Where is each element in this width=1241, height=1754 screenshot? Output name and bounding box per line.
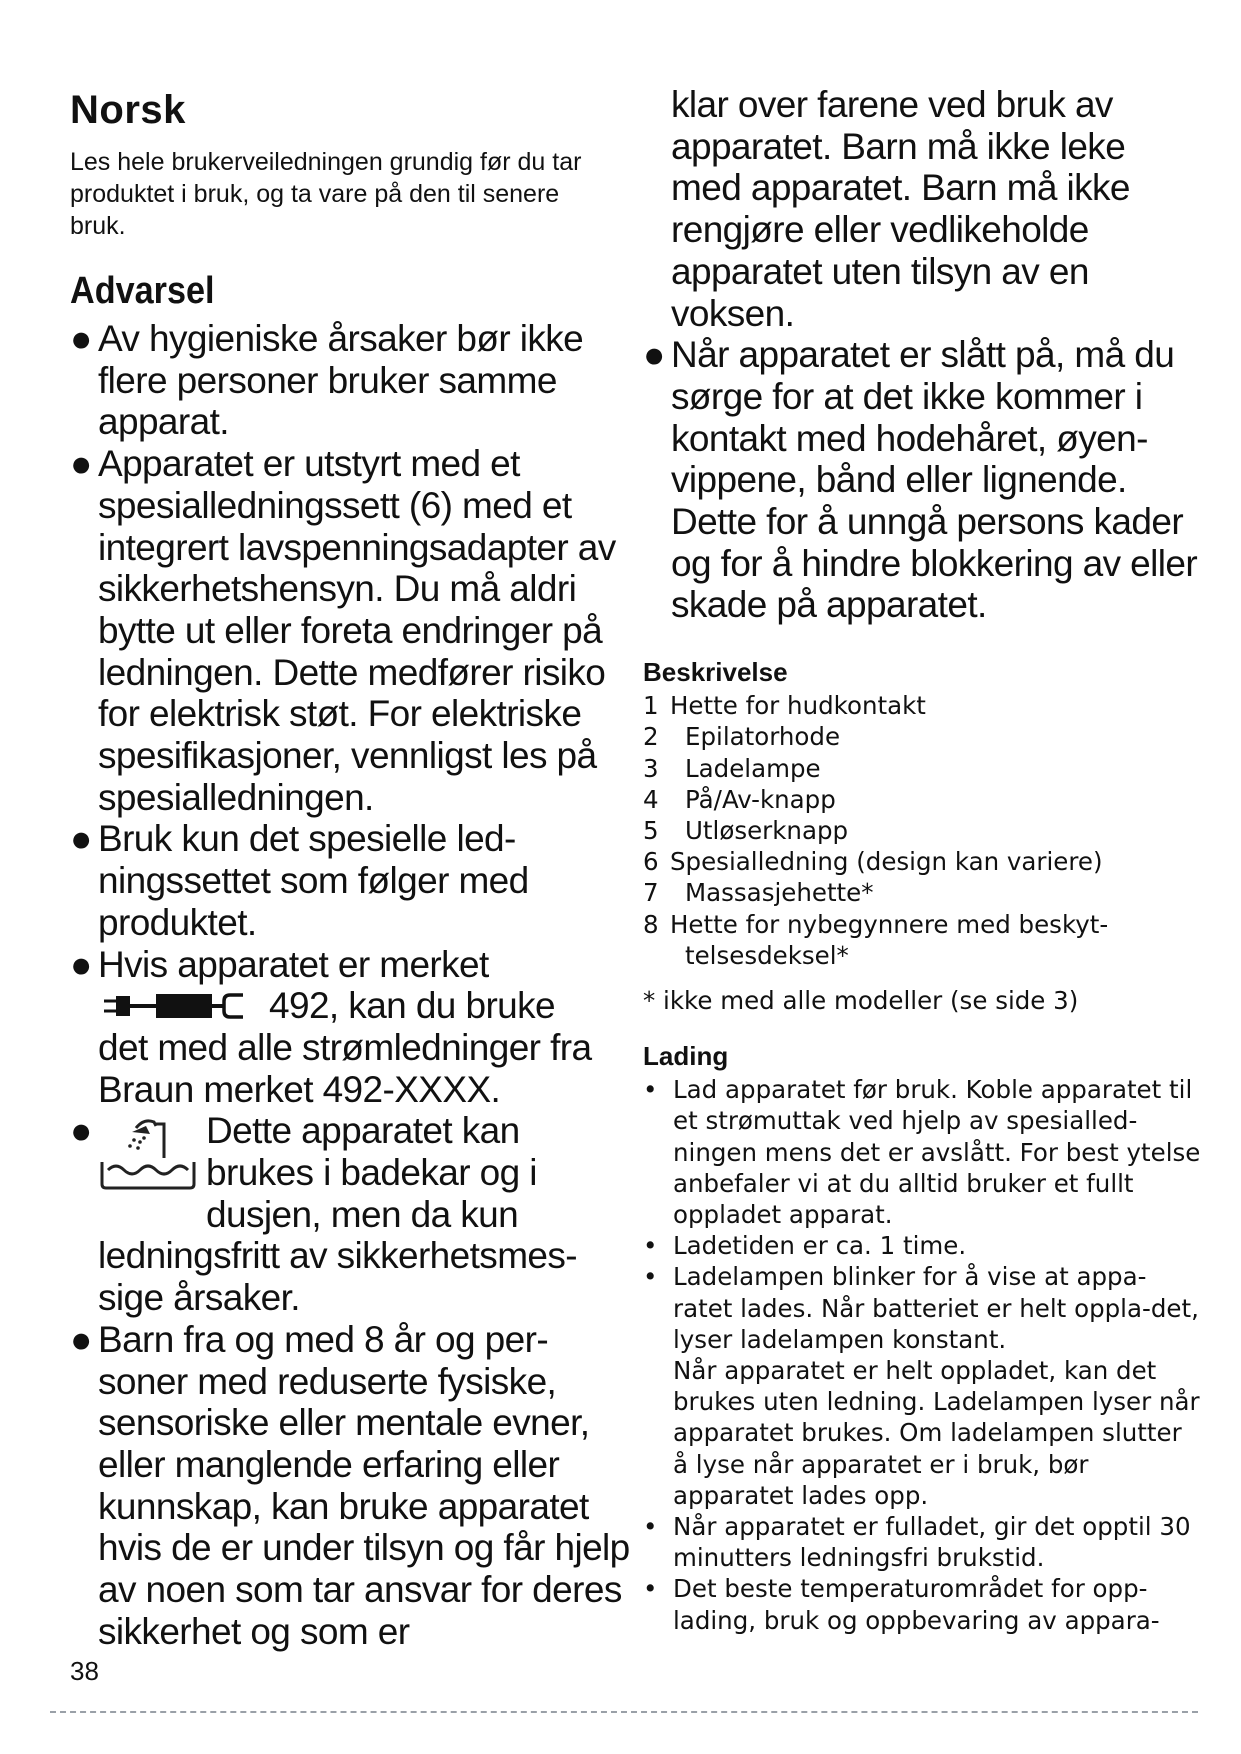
- warning-item: [70, 818, 630, 943]
- bullet-icon: ●: [70, 443, 92, 485]
- warning-item: [70, 318, 630, 443]
- warning-item-hair: [643, 334, 1203, 626]
- bullet-icon: ●: [70, 318, 92, 359]
- bath-text-lines: [206, 1110, 537, 1235]
- bullet-icon: ●: [70, 943, 92, 985]
- description-item: 8 Hette for nybegynnere med beskyt- telsesdeksel*: [643, 909, 1109, 970]
- description-item: 1 Hette for hudkontakt: [643, 691, 926, 721]
- left-column: [70, 84, 630, 1653]
- children-text-right: klar over farene ved bruk av apparatet. Barn må ikke leke med apparatet. Barn må ikke rengjøre eller vedlikeholde apparatet uten tilsyn av en voksen.: [671, 84, 1130, 334]
- warning-item-bath: [70, 1110, 630, 1319]
- right-column: [643, 84, 1203, 1636]
- warning-continuation: [643, 84, 1203, 626]
- warning-item-text: Bruk kun det spesielle led-ningssettet som følger med produktet.: [98, 818, 529, 943]
- bath-rest-text: ledningsfritt av sikkerhetsmes-sige årsaker.: [98, 1235, 578, 1319]
- bullet-icon: •: [643, 1512, 658, 1542]
- models-footnote: * ikke med alle modeller (se side 3): [643, 985, 1079, 1015]
- bullet-icon: ●: [643, 334, 665, 376]
- warning-list-continued: [643, 334, 1203, 626]
- marking-code-line: [98, 985, 630, 1027]
- warning-list: [70, 318, 630, 1653]
- intro-text: Les hele brukerveiledningen grundig før du tar produktet i bruk, og ta vare på den til senere bruk.: [70, 148, 582, 240]
- warning-item: [70, 443, 630, 818]
- description-item: 6 Spesialledning (design kan variere): [643, 847, 1103, 877]
- charging-item: • Ladetiden er ca. 1 time.: [643, 1231, 967, 1261]
- warning-heading: Advarsel: [70, 270, 215, 312]
- description-list: [643, 690, 1203, 971]
- power-cord-plug-icon: [98, 991, 263, 1021]
- bullet-icon: •: [643, 1075, 658, 1105]
- warning-item-text: Av hygieniske årsaker bør ikke flere personer bruker samme apparat.: [98, 318, 584, 443]
- bath-row: [98, 1110, 630, 1235]
- warning-item-cord-marking: [70, 944, 630, 1111]
- description-item: 4 På/Av-knapp: [643, 784, 836, 814]
- description-heading: Beskrivelse: [643, 657, 788, 688]
- description-item: 2 Epilatorhode: [643, 722, 841, 752]
- warning-item-text: Apparatet er utstyrt med et spesialledningssett (6) med et integrert lavspenningsadapter av sikkerhetshensyn. Du må aldri bytte ut eller foreta endringer på ledningen. Dette medfører risiko for elektrisk støt. For elektriske spesifikasjoner, vennligst les på spesialledningen.: [98, 443, 616, 818]
- charging-heading: Lading: [643, 1041, 729, 1072]
- bullet-icon: ●: [70, 1318, 92, 1360]
- description-item: 7 Massasjehette*: [643, 878, 874, 908]
- marking-rest-text: det med alle strømledninger fra Braun merket 492-XXXX.: [98, 1026, 592, 1110]
- marking-lead-text: Hvis apparatet er merket: [98, 943, 489, 985]
- bathtub-shower-icon: [98, 1112, 198, 1194]
- charging-list: [643, 1074, 1203, 1636]
- charging-item: • Det beste temperaturområdet for opp-lading, bruk og oppbevaring av appara-: [643, 1574, 1160, 1635]
- description-item: 3 Ladelampe: [643, 753, 821, 783]
- bath-line-3: dusjen, men da kun: [206, 1193, 519, 1235]
- bullet-icon: •: [643, 1574, 658, 1604]
- children-text-left: Barn fra og med 8 år og per-soner med reduserte fysiske, sensoriske eller mentale evner, eller manglende erfaring eller kunnskap, kan bruke apparatet hvis de er under tilsyn og får hjelp av noen som tar ansvar for deres sikkerhet og som er: [98, 1318, 630, 1652]
- warning-item-children: [70, 1319, 630, 1653]
- bath-line-2: brukes i badekar og i: [206, 1152, 537, 1194]
- charging-item: • Når apparatet er fulladet, gir det opptil 30 minutters ledningsfri brukstid.: [643, 1512, 1191, 1573]
- charging-item: • Lad apparatet før bruk. Koble apparatet til et strømuttak ved hjelp av spesialled-ningen mens det er avslått. For best ytelse anbefaler vi at du alltid bruker et fullt oppladet apparat.: [643, 1075, 1201, 1229]
- page-title: Norsk: [70, 88, 186, 132]
- footer-divider: [50, 1711, 1198, 1713]
- bullet-icon: •: [643, 1231, 658, 1261]
- hair-warning-text: Når apparatet er slått på, må du sørge for at det ikke kommer i kontakt med hodehåret, øyen-vippene, bånd eller lignende. Dette for å unngå persons kader og for å hindre blokkering av eller skade på apparatet.: [671, 334, 1198, 626]
- marking-code-text: 492, kan du bruke: [269, 985, 556, 1027]
- charging-item: • Ladelampen blinker for å vise at appa-ratet lades. Når batteriet er helt oppla-det, lyser ladelampen konstant. Når apparatet er helt oppladet, kan det brukes uten ledning. Ladelampen lyser når apparatet brukes. Om ladelampen slutter å lyse når apparatet er i bruk, bør apparatet lades opp.: [643, 1262, 1200, 1510]
- bullet-icon: ●: [70, 1110, 92, 1152]
- bath-line-1: Dette apparatet kan: [206, 1110, 520, 1152]
- bullet-icon: •: [643, 1262, 658, 1292]
- bullet-icon: ●: [70, 818, 92, 860]
- description-item: 5 Utløserknapp: [643, 815, 849, 845]
- page-number: 38: [70, 1656, 99, 1686]
